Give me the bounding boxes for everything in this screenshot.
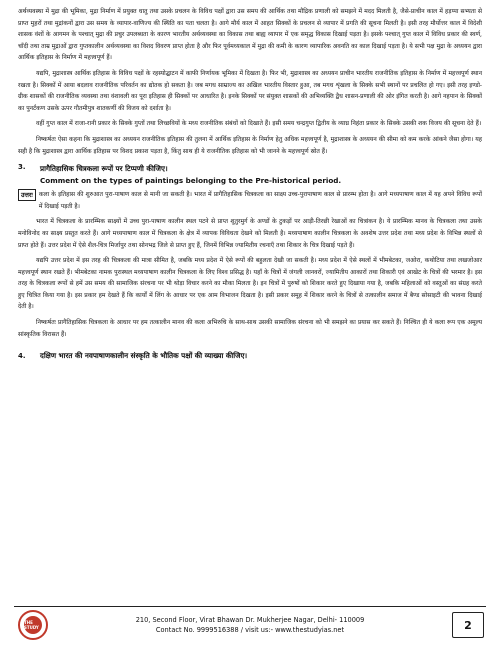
answer-paragraph-bhimbetka: यद्यपि उत्तर प्रदेश में इस तरह की चित्रकला की मात्रा सीमित है, जबकि मध्य प्रदेश में ऐसे रूपों की बहुलता देखी जा सकती है। मध्य प्रदेश में ऐसे स्थलों में भीमबेटका, जओरा, कथोटिया तथा लखजोआर महत्त्वपूर्ण स्थान रखते हैं। भीमबेटका नामक पुरास्थल मध्यपाषाण कालीन चित्रकला के लिए विश्व प्रसिद्ध है। यहाँ के चित्रों में जंगली जानवरों, ज्यामितीय आकारों तथा शिकारी एवं आखेट के चित्रों की भरमार है। इस तरह के चित्रकला रूपों से हमें उस समय की सामाजिक संरचना पर भी थोड़ा विचार करने का मौका मिलता है। इन चित्रों में पुरुषों को शिकार करते हुए दिखाया गया है, जबकि महिलाओं को वस्तुओं का संग्रह करते हुए चित्रित किया गया है। इस प्रकार हम देखते हैं कि कार्यों में लिंग के आधार पर एक आम विभाजन दिखता है। इसी प्रकार समूह में शिकार करने के चित्रों से तत्कालीन समाज में बैण्ड सोसाइटी की भावना दिखाई देती है।	[18, 257, 482, 311]
institute-logo	[18, 610, 48, 640]
answer-paragraph-conclusion: निष्कर्षतः प्रागैतिहासिक चित्रकला के आधार पर हम तत्कालीन मानव की कला अभिरुचि के साथ-साथ उसकी सामाजिक संरचना को भी समझने का प्रयास कर सकते हैं। निश्चित ही ये कला रूप एक अमूल्य सांस्कृतिक विरासत हैं।	[18, 319, 482, 338]
answer-paragraph-intro: कला के इतिहास की शुरुआत पुरा-पाषाण काल से मानी जा सकती है। भारत में प्रागैतिहासिक चित्रकला का साक्ष्य उच्च-पुरापाषाण काल से प्रारम्भ होता है। आगे मध्यपाषाण काल में यह अपने विविध रूपों में दिखाई पड़ती है।	[38, 191, 483, 210]
answer-block	[18, 189, 482, 212]
logo-icon: THE STUDY	[24, 616, 42, 634]
question-4	[18, 350, 482, 362]
page-footer	[14, 606, 486, 643]
question-hindi: दक्षिण भारत की नवपाषाणकालीन संस्कृति के भौतिक पक्षों की व्याख्या कीजिए।	[40, 351, 248, 361]
paragraph-economic-history: अर्थव्यवस्था में मुद्रा की भूमिका, मुद्रा निर्माण में प्रयुक्त धातु तथा उसके प्रचलन के विविध पक्षों द्वारा उस समय की आर्थिक तथा मौद्रिक प्रणाली को समझने में मदद मिलती है, जैसे-प्राचीन काल में हड़प्पा सभ्यता से प्राप्त मुहरों तथा मुद्रांकनों द्वारा उस समय के व्यापार-वाणिज्य की स्थिति का पता चलता है। आगे मौर्य काल में आहत सिक्कों के प्रचलन से व्यापार में प्रगति की सूचना मिलती है। इसी तरह मौर्योत्तर काल में विदेशी शासक वंशों के आगमन के पश्चात् मुद्रा की प्रचुर उपलब्धता के कारण भारतीय अर्थव्यवस्था का विकास तथा बाह्य व्यापार में एक समृद्ध विकास दिखाई पड़ता है। इसके पश्चात् गुप्त काल में विविध प्रकार की स्वर्ण, चाँदी तथा ताम्र मुद्राओं द्वारा गुप्तकालीन अर्थव्यवस्था का विशद विवरण प्राप्त होता है और फिर पूर्वमध्यकाल में मुद्रा की कमी के कारण व्यापारिक अवनति का काल दिखाई पड़ता है। ये सभी पक्ष मुद्रा के अध्ययन द्वारा आर्थिक इतिहास के निर्माण में महत्त्वपूर्ण हैं।	[18, 8, 482, 62]
question-3	[18, 163, 482, 187]
question-number: 4.	[18, 352, 26, 361]
paragraph-conclusion-numismatics: निष्कर्षतः ऐसा कहना कि मुद्राशास्त्र का अध्ययन राजनीतिक इतिहास की तुलना में आर्थिक इतिहास के निर्माण हेतु अधिक महत्त्वपूर्ण है, मुद्राशास्त्र के अध्ययन की सीमा को कम करके आंकने जैसा होगा। यह सही है कि मुद्राशास्त्र द्वारा आर्थिक इतिहास पर विशद प्रकाश पड़ता है, किंतु साथ ही ये राजनीतिक इतिहास को भी जानने के महत्त्वपूर्ण स्रोत हैं।	[18, 135, 482, 155]
paragraph-political-history: यद्यपि, मुद्राशास्त्र आर्थिक इतिहास के विविध पक्षों के रहस्योद्घाटन में काफी निर्णायक भूमिका में दिखता है। फिर भी, मुद्राशास्त्र का अध्ययन प्राचीन भारतीय राजनीतिक इतिहास के निर्माण में महत्त्वपूर्ण स्थान रखता है। सिक्कों में आया बदलाव राजनीतिक परिवर्तन का द्योतक हो सकता है। जब मगध साम्राज्य का अखिल भारतीय विस्तार हुआ, तब मगध शृंखला के सिक्के सभी स्थानों पर प्रचलित हो गए। इसी तरह इण्डो-ग्रीक शासकों की राजनीतिक व्यवस्था तथा वंशावली का पूरा इतिहास ही सिक्कों पर आधारित है। इनके सिक्कों पर संयुक्त शासकों की अभिव्यक्ति द्वैध शासन-प्रणाली की ओर इंगित करती है। आगे नहपान के सिक्कों का पुनर्टंकण उसके ऊपर गौतमीपुत्र शातकर्णी की विजय को दर्शाता है।	[18, 69, 482, 112]
answer-paragraph-evidence: भारत में चित्रकला के प्रारम्भिक साक्ष्यों में उच्च पुरा-पाषाण कालीन स्थल पटने से प्राप्त शुतुरमुर्ग के अण्डों के टुकड़ों पर आड़ी-तिरछी रेखाओं का चित्रांकन है। ये प्रारम्भिक मानव के चित्रकला तथा उसके मनोविनोद का साक्ष्य प्रस्तुत करते हैं। आगे मध्यपाषाण काल में चित्रकला के क्षेत्र में व्यापक विविधता देखने को मिलती है। मध्यपाषाण कालीन चित्रकला के अवशेष उत्तर प्रदेश तथा मध्य प्रदेश के विभिन्न स्थलों से प्राप्त होते हैं। उत्तर प्रदेश में ऐसे शैल-चित्र मिर्जापुर तथा सोनभद्र जिले से प्राप्त हुए हैं, जिनमें विभिन्न ज्यामितीय रचनाएँ तथा शिकार के चित्र दिखाई पड़ते हैं।	[18, 218, 482, 249]
question-english: Comment on the types of paintings belonging to the Pre-historical period.	[40, 176, 342, 186]
page-number: 2	[452, 612, 484, 638]
footer-address: 210, Second Floor, Virat Bhawan Dr. Mukherjee Nagar, Delhi- 110009	[135, 616, 365, 624]
question-hindi: प्रागैतिहासिक चित्रकला रूपों पर टिप्पणी कीजिए।	[40, 164, 168, 174]
answer-label: उत्तरः	[18, 189, 36, 201]
footer-contact: Contact No. 9999516388 / visit us:- www.thestudyias.net	[155, 626, 345, 634]
question-number: 3.	[18, 163, 26, 172]
paragraph-gupta-coins: वहीं गुप्त काल में राजा-रानी प्रकार के सिक्के गुप्तों तथा लिच्छवियों के मध्य राजनीतिक संबंधों को दिखाते हैं। इसी समय चन्द्रगुप्त द्वितीय के व्याघ्र निहंता प्रकार के सिक्के उसकी शक विजय की सूचना देते हैं।	[36, 120, 482, 128]
